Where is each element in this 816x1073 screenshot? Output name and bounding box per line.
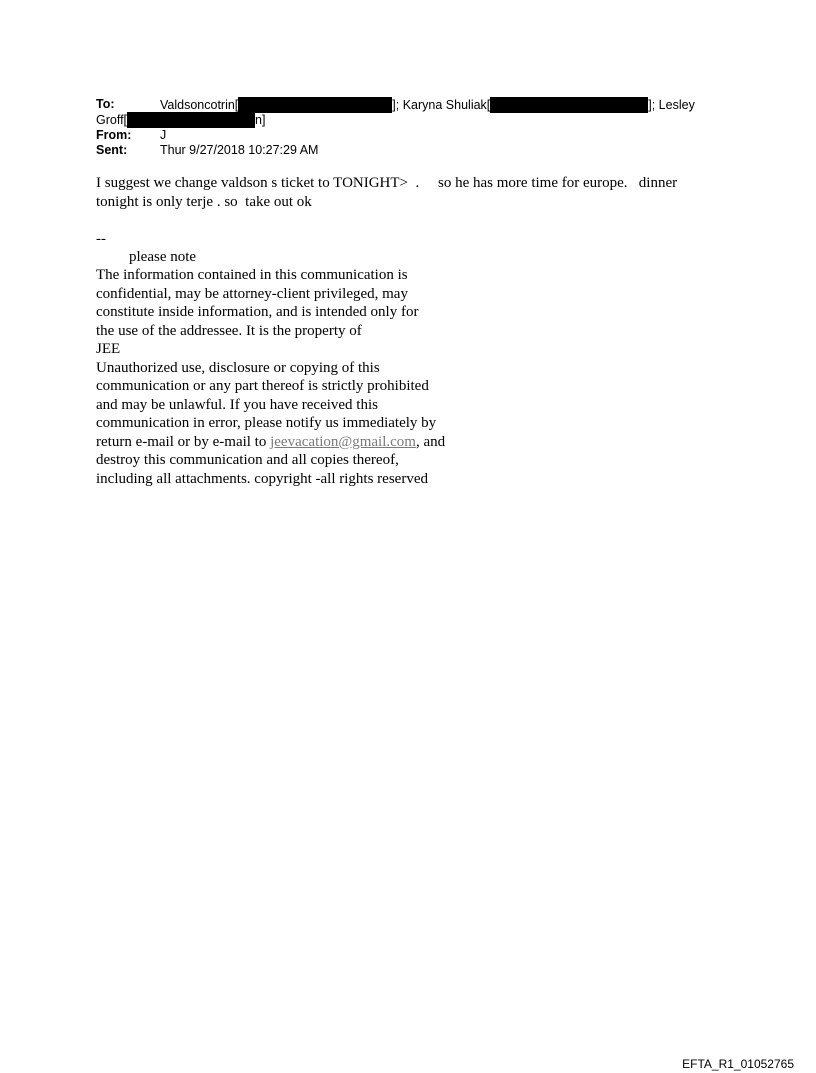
disclaimer-line: constitute inside information, and is intended only for	[96, 304, 419, 320]
disclaimer-line: JEE	[96, 341, 121, 357]
to-label: To:	[96, 97, 115, 111]
to-separator-1: ]; Karyna Shuliak[	[392, 98, 491, 112]
signature-dashes: --	[96, 231, 106, 247]
disclaimer-email-line	[96, 433, 445, 452]
to-line-continued	[96, 112, 265, 128]
sent-label: Sent:	[96, 143, 128, 157]
disclaimer-line: including all attachments. copyright -all rights reserved	[96, 470, 428, 487]
email-suffix: , and	[415, 433, 446, 450]
to-recipient-1: Valdsoncotrin[	[160, 98, 239, 112]
to-recipient-3: Groff[	[96, 113, 128, 127]
from-label: From:	[96, 128, 132, 142]
please-note: please note	[129, 249, 197, 265]
email-prefix: return e-mail or by e-mail to	[96, 433, 271, 450]
disclaimer-line: confidential, may be attorney-client privileged, may	[96, 285, 408, 302]
disclaimer-line: The information contained in this communication is	[96, 267, 408, 283]
message-line-2: tonight is only terje . so take out ok	[96, 194, 312, 210]
sent-value: Thur 9/27/2018 10:27:29 AM	[160, 143, 319, 157]
to-separator-2: ]; Lesley	[648, 98, 695, 112]
disclaimer-line: communication in error, please notify us immediately by	[96, 415, 437, 431]
document-id: EFTA_R1_01052765	[682, 1057, 794, 1071]
disclaimer-line: and may be unlawful. If you have received this	[96, 396, 378, 413]
disclaimer-line: Unauthorized use, disclosure or copying of this	[96, 359, 380, 376]
redaction-box	[490, 97, 648, 113]
to-end: n]	[255, 113, 266, 127]
disclaimer-line: the use of the addressee. It is the property of	[96, 322, 362, 339]
disclaimer-line: destroy this communication and all copies thereof,	[96, 452, 399, 468]
message-line-1: I suggest we change valdson s ticket to TONIGHT> . so he has more time for europe. dinner	[96, 175, 678, 191]
email-link[interactable]: jeevacation@gmail.com	[270, 433, 416, 450]
redaction-box	[238, 97, 392, 113]
disclaimer-line: communication or any part thereof is strictly prohibited	[96, 378, 429, 394]
redaction-box	[127, 112, 255, 128]
from-value: J	[160, 128, 167, 142]
